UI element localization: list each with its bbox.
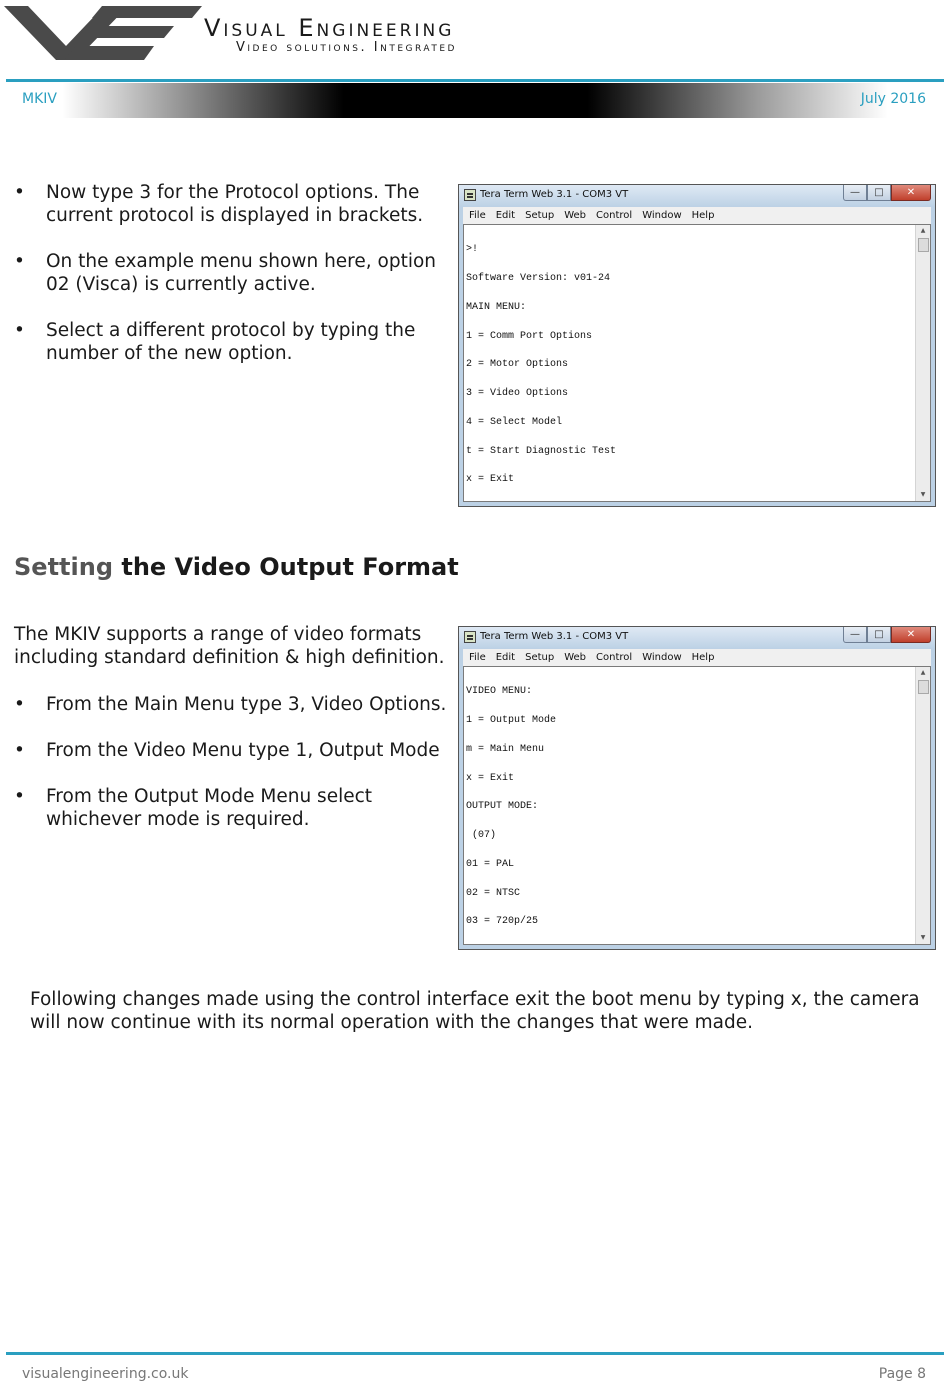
console-line: 1 = Output Mode [466,714,557,726]
scroll-down-arrow-icon[interactable]: ▼ [920,934,926,941]
footer-rule [6,1352,944,1355]
minimize-button[interactable]: — [843,627,867,643]
terminal-window-video [458,626,936,950]
console-line: (07) [466,830,497,842]
window-controls [843,627,931,644]
maximize-button[interactable]: □ [867,627,891,643]
tera-term-app-icon [464,631,476,643]
brand-name: Visual Engineering [204,14,455,42]
minimize-button[interactable]: — [843,185,867,201]
menu-control[interactable]: Control [596,652,633,663]
terminal-window-protocol [458,184,936,507]
list-item: • From the Video Menu type 1, Output Mode [14,739,450,762]
section-title-rest: the Video Output Format [113,553,459,581]
list-item: • On the example menu shown here, option 02 (Visca) is currently active. [14,250,450,296]
vertical-scrollbar[interactable] [915,225,930,501]
footer-website: visualengineering.co.uk [22,1366,189,1382]
section-title [14,553,459,581]
list-item: • From the Main Menu type 3, Video Options. [14,693,450,716]
console-line: x = Exit [466,772,515,784]
visual-engineering-logo [4,2,204,62]
list-item: • From the Output Mode Menu select whichever mode is required. [14,785,450,831]
console-line: 2 = Motor Options [466,359,569,371]
console-line: >! [466,244,479,256]
scroll-down-arrow-icon[interactable]: ▼ [920,491,926,498]
console-line: 3 = Video Options [466,388,569,400]
menu-edit[interactable]: Edit [495,652,516,663]
doc-title: MKIV [22,91,57,107]
scrollbar-thumb[interactable] [918,238,929,252]
menu-edit[interactable]: Edit [495,210,516,221]
tera-term-app-icon [464,189,476,201]
menu-bar [463,649,931,666]
menu-web[interactable]: Web [564,652,587,663]
console-line: 4 = Select Model [466,416,563,428]
menu-control[interactable]: Control [596,210,633,221]
vertical-scrollbar[interactable] [915,667,930,944]
close-button[interactable]: ✕ [891,627,931,643]
window-title: Tera Term Web 3.1 - COM3 VT [480,631,629,642]
console-line: 03 = 720p/25 [466,916,539,928]
console-line: 1 = Comm Port Options [466,330,593,342]
menu-window[interactable]: Window [642,210,682,221]
menu-setup[interactable]: Setup [525,652,555,663]
header-band [6,83,944,118]
console-line: Software Version: v01-24 [466,272,611,284]
video-intro-paragraph: The MKIV supports a range of video formats including standard definition & high definition. [14,624,445,668]
terminal-screen[interactable] [463,224,931,502]
scroll-up-arrow-icon[interactable]: ▲ [920,669,926,676]
terminal-screen[interactable] [463,666,931,945]
window-titlebar [459,185,935,207]
window-controls [843,185,931,202]
console-line: 01 = PAL [466,858,515,870]
doc-date: July 2016 [860,91,926,107]
closing-paragraph: Following changes made using the control interface exit the boot menu by typing x, the camera will now continue with its normal operation with the changes that were made. [30,989,920,1033]
console-line: MAIN MENU: [466,301,527,313]
maximize-button[interactable]: □ [867,185,891,201]
brand-tagline: Video solutions. Integrated [236,40,457,55]
console-line: x = Exit [466,474,515,486]
menu-help[interactable]: Help [691,210,715,221]
console-output [466,226,914,502]
menu-web[interactable]: Web [564,210,587,221]
console-line: OUTPUT MODE: [466,801,539,813]
console-output [466,668,914,945]
menu-help[interactable]: Help [691,652,715,663]
console-line: VIDEO MENU: [466,686,533,698]
page-number: Page 8 [878,1366,926,1382]
console-line: 02 = NTSC [466,887,521,899]
section-title-lead: Setting [14,553,113,581]
window-title: Tera Term Web 3.1 - COM3 VT [480,189,629,200]
video-instructions [14,693,450,831]
list-item: • Select a different protocol by typing the number of the new option. [14,319,450,365]
menu-bar [463,207,931,224]
menu-file[interactable]: File [469,652,486,663]
menu-file[interactable]: File [469,210,486,221]
menu-setup[interactable]: Setup [525,210,555,221]
scroll-up-arrow-icon[interactable]: ▲ [920,227,926,234]
list-item: • Now type 3 for the Protocol options. The current protocol is displayed in brackets. [14,181,450,227]
console-line: t = Start Diagnostic Test [466,445,617,457]
header-rule [6,79,944,82]
window-titlebar [459,627,935,649]
console-line: m = Main Menu [466,743,545,755]
close-button[interactable]: ✕ [891,185,931,201]
menu-window[interactable]: Window [642,652,682,663]
protocol-instructions [14,181,450,365]
scrollbar-thumb[interactable] [918,680,929,694]
